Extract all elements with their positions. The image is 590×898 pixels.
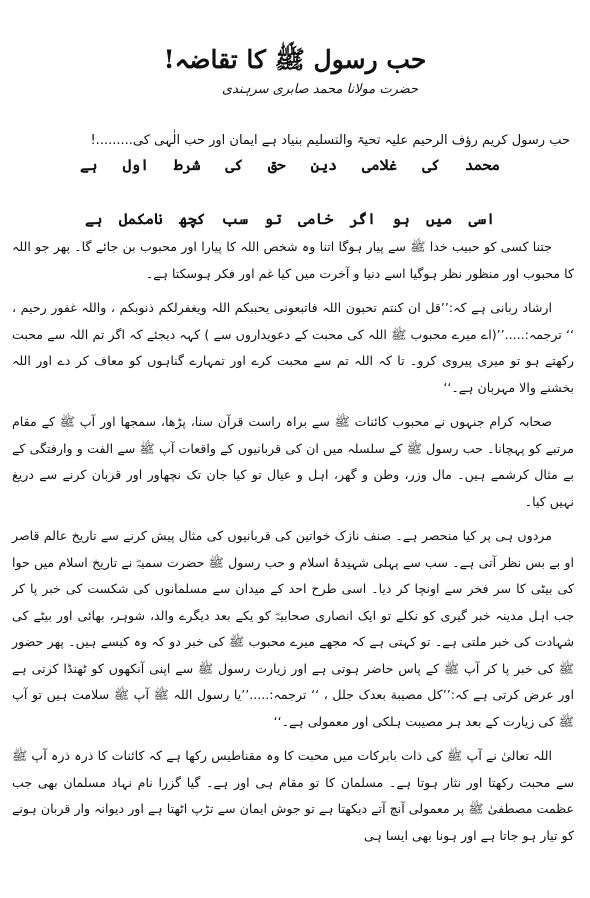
body-paragraph: اللہ تعالیٰ نے آپ ﷺ کی ذات بابرکات میں محبت کا وہ مقناطیس رکھا ہے کہ کائنات کا ذرہ ذرہ آپ ﷺ سے محبت رکھتا اور نثار ہوتا ہے۔ مسلمان کا تو مقام ہی اور ہے۔ گیا گزرا نام نہاد مسلمان بھی جب عظمت مصطفیٰ ﷺ پر معمولی آنچ آتے دیکھتا ہے تو جوش ایمان سے تڑپ اٹھتا ہے اور دیوانہ وار قربان ہونے کو تیار ہو جاتا ہے اور ہونا بھی ایسا ہی xyxy=(12,748,574,843)
body-paragraph: مردوں ہی پر کیا منحصر ہے۔ صنف نازک خواتین کی قربانیوں کی مثال پیش کرنے سے تاریخ عالم قاصر او بے بس نظر آتی ہے۔ سب سے پہلی شہیدۂ اسلام و حب رسول ﷺ حضرت سمیہؓ نے تاریخ اسلام میں حوا کی بیٹی کا سر فخر سے اونچا کر دیا۔ اسی طرح احد کے میدان سے مسلمانوں کی شکست کی خبر پا کر جب اہل مدینہ خبر گیری کو نکلے تو ایک انصاری صحابیہؓ کو یکے بعد دیگرے والد، شوہر، بھائی اور بیٹے کی شہادت کی خبر ملتی ہے۔ تو کہتی ہے کہ مجھے میرے محبوب ﷺ کی خبر دو کہ وہ کیسے ہیں۔ پھر حضور ﷺ کی خبر پا کر آپ ﷺ کے پاس حاضر ہوتی ہے اور زیارت رسول ﷺ سے اپنی آنکھوں کو ٹھنڈا کرتی ہے اور عرض کرتی ہے کہ:’’کل مصیبة بعدک جلل ، ‘‘ ترجمہ:.....’’یا رسول اللہ ﷺ آپ ﷺ سلامت ہیں تو آپ ﷺ کی زیارت کے بعد ہر مصیبت ہلکی اور معمولی ہے۔‘‘ xyxy=(12,528,574,729)
article-title: حب رسول ﷺ کا تقاضہ! xyxy=(163,44,427,74)
body-paragraph: صحابہ کرام جنہوں نے محبوب کائنات ﷺ سے براہ راست قرآن سنا، پڑھا، سمجھا اور آپ ﷺ کے مقام مرتبے کو پہچانا۔ حب رسول ﷺ کے سلسلہ میں ان کی قربانیوں کے واقعات آپ ﷺ سے الفت و وارفتگی کے بے مثال کرشمے ہیں۔ مال وزر، وطن و گھر، اہل و عیال تو کیا جان تک نچھاور اور قربان کرنے سے دریغ نہیں کیا۔ xyxy=(12,414,574,509)
intro-line: حب رسول کریم رؤف الرحیم علیہ تحیۃ والتسلیم بنیاد ہے ایمان اور حب الٰہی کی.........! xyxy=(90,133,570,148)
body-paragraph: جتنا کسی کو حبیب خدا ﷺ سے پیار ہوگا اتنا وہ شخص اللہ کا پیارا اور محبوب بن جائے گا۔ پھر جو اللہ کا محبوب اور منظور نظر ہوگیا اسے دنیا و آخرت میں کیا غم اور فکر ہوسکتا ہے۔ xyxy=(12,239,574,281)
article-author: حضرت مولانا محمد صابری سرہندی xyxy=(221,82,419,97)
verse-line: محمد کی غلامی دین حق کی شرط اول ہے xyxy=(80,156,500,174)
body-paragraph: ارشاد ربانی ہے کہ:’’قل ان کنتم تحبون اللہ فاتبعونی یحببکم اللہ ویغفرلکم ذنوبکم ، واللہ غفور رحیم ، ‘‘ ترجمہ:.....’’(اے میرے محبوب ﷺ اللہ کی محبت کے دعویداروں سے ) کہہ دیجئے کہ اگر تم اللہ سے محبت رکھتے ہو تو میری پیروی کرو۔ تا کہ اللہ تم سے محبت کرے اور تمہارے گناہوں کو معاف کر دے اور اللہ بخشنے والا مہربان ہے۔‘‘ xyxy=(12,300,574,395)
article-body xyxy=(12,234,574,857)
verse-line: اسی میں ہو اگر خامی تو سب کچھ نامکمل ہے xyxy=(85,210,495,228)
